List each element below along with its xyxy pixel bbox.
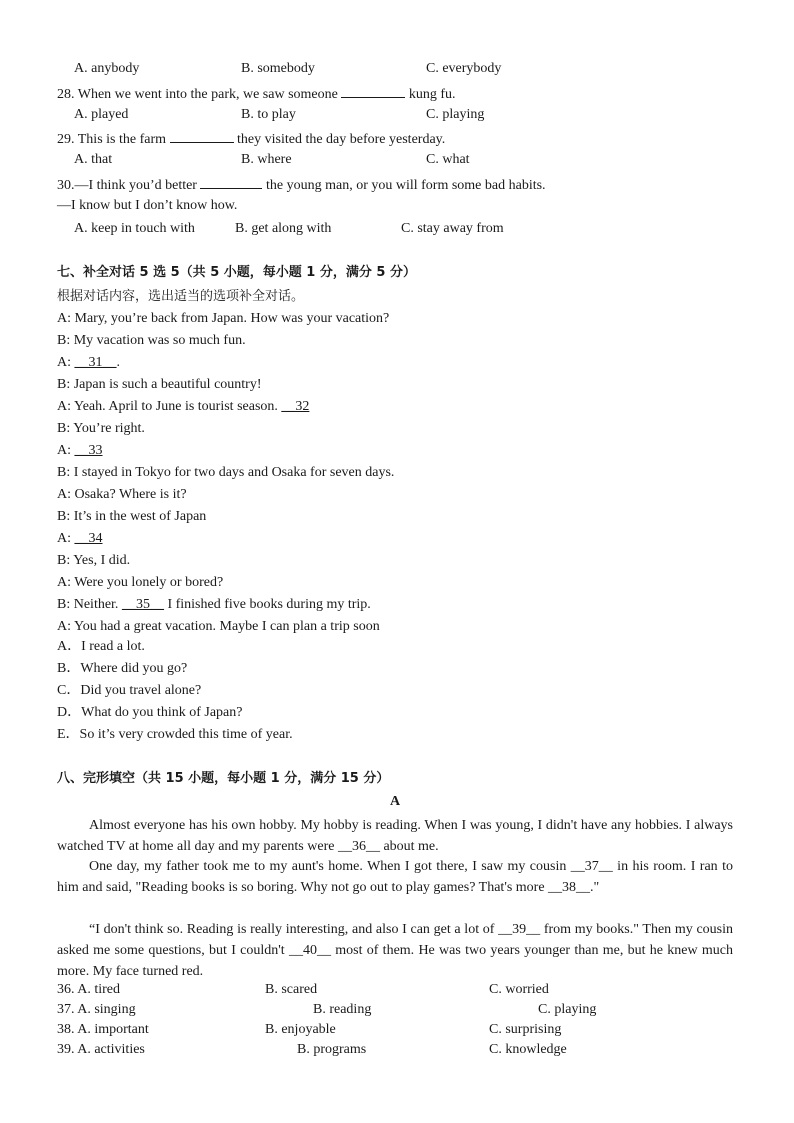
dialogue-blank: __33 (74, 443, 103, 458)
q28-blank (341, 83, 405, 98)
q28-text-pre: When we went into the park, we saw someone (77, 87, 338, 102)
q29-stem (57, 128, 445, 149)
dialogue-text: A: (57, 443, 75, 458)
dialogue-option: C．Did you travel alone? (57, 683, 202, 698)
dialogue-line (57, 618, 380, 636)
dialogue-line (57, 442, 103, 460)
dialogue-text: A: Mary, you’re back from Japan. How was your vacation? (57, 311, 390, 326)
q38-option-b: B. enjoyable (265, 1022, 336, 1037)
dialogue-line (57, 398, 309, 416)
q38-option-a: 38. A. important (57, 1022, 149, 1037)
q30-option-c: C. stay away from (401, 221, 504, 236)
q29-text-post: they visited the day before yesterday. (237, 132, 446, 147)
dialogue-line (57, 310, 389, 328)
q27-option-c: C. everybody (426, 61, 502, 76)
dialogue-text: B: Yes, I did. (57, 553, 131, 568)
dialogue-text: B: Neither. (57, 597, 122, 612)
q37-option-c: C. playing (538, 1002, 597, 1017)
q29-option-b: B. where (241, 152, 292, 167)
q37-option-a: 37. A. singing (57, 1002, 136, 1017)
section8-title: 八、完形填空（共 15 小题，每小题 1 分，满分 15 分） (57, 771, 390, 786)
dialogue-blank: __31__ (74, 355, 117, 370)
q30-number: 30. (57, 178, 75, 193)
q39-option-c: C. knowledge (489, 1042, 567, 1057)
q30-option-a: A. keep in touch with (74, 221, 195, 236)
passage-paragraph-3: “I don't think so. Reading is really interesting, and also I can get a lot of __39__ from my books." Then my cousin asked me some questions, but I couldn't __40__ most of them. He was two years younger than me, but he knew much more. My face turned red. (57, 922, 733, 979)
q28-option-a: A. played (74, 107, 129, 122)
dialogue-text: A: (57, 355, 75, 370)
dialogue-blank: __35__ (121, 597, 164, 612)
dialogue-text: B: You’re right. (57, 421, 145, 436)
dialogue-text: A: You had a great vacation. Maybe I can plan a trip soon (57, 619, 380, 634)
dialogue-line (57, 508, 206, 526)
passage-paragraph-1: Almost everyone has his own hobby. My hobby is reading. When I was young, I didn't have any hobbies. I always watched TV at home all day and my parents were __36__ about me. (57, 818, 733, 854)
q29-number: 29. (57, 132, 75, 147)
dialogue-option: A．I read a lot. (57, 639, 145, 654)
dialogue-line (57, 332, 246, 350)
q30-option-b: B. get along with (235, 221, 332, 236)
q30-response: —I know but I don’t know how. (57, 198, 238, 213)
dialogue-text: B: It’s in the west of Japan (57, 509, 207, 524)
q27-option-a: A. anybody (74, 61, 140, 76)
dialogue-text: A: Were you lonely or bored? (57, 575, 224, 590)
section7-title: 七、补全对话 5 选 5（共 5 小题，每小题 1 分，满分 5 分） (57, 265, 416, 280)
dialogue-option: D．What do you think of Japan? (57, 705, 243, 720)
dialogue-line (57, 420, 145, 438)
q39-option-b: B. programs (297, 1042, 367, 1057)
dialogue-line (57, 376, 262, 394)
q28-text-post: kung fu. (408, 87, 456, 102)
dialogue-line (57, 552, 130, 570)
dialogue-text: B: My vacation was so much fun. (57, 333, 246, 348)
q30-text-pre: —I think you’d better (74, 178, 197, 193)
dialogue-line (57, 486, 187, 504)
dialogue-line (57, 464, 394, 482)
dialogue-text-post: I finished five books during my trip. (163, 597, 371, 612)
dialogue-option: E．So it’s very crowded this time of year. (57, 727, 293, 742)
dialogue-line (57, 596, 371, 614)
q28-option-b: B. to play (241, 107, 296, 122)
q30-stem (57, 174, 546, 195)
passage-paragraph-2: One day, my father took me to my aunt's home. When I got there, I saw my cousin __37__ in his room. I ran to him and said, "Reading books is so boring. Why not go out to play games? That's more __38__." (57, 859, 733, 895)
dialogue-text: B: I stayed in Tokyo for two days and Osaka for seven days. (57, 465, 395, 480)
dialogue-blank: __32 (281, 399, 310, 414)
q37-option-b: B. reading (313, 1002, 372, 1017)
q36-option-b: B. scared (265, 982, 318, 997)
dialogue-text: B: Japan is such a beautiful country! (57, 377, 262, 392)
dialogue-line (57, 574, 223, 592)
q29-blank (170, 128, 234, 143)
q28-number: 28. (57, 87, 75, 102)
dialogue-line (57, 354, 120, 372)
dialogue-line (57, 530, 103, 548)
q28-stem (57, 83, 456, 104)
q30-text-post: the young man, or you will form some bad habits. (265, 178, 546, 193)
section7-instruction: 根据对话内容，选出适当的选项补全对话。 (57, 289, 305, 304)
q36-option-c: C. worried (489, 982, 549, 997)
dialogue-blank: __34 (74, 531, 103, 546)
q38-option-c: C. surprising (489, 1022, 562, 1037)
dialogue-text: A: Osaka? Where is it? (57, 487, 187, 502)
q29-option-c: C. what (426, 152, 470, 167)
q36-option-a: 36. A. tired (57, 982, 120, 997)
dialogue-text: A: (57, 531, 75, 546)
q29-option-a: A. that (74, 152, 113, 167)
q27-option-b: B. somebody (241, 61, 315, 76)
passage-label: A (390, 794, 401, 809)
dialogue-text: A: Yeah. April to June is tourist season. (57, 399, 282, 414)
q29-text-pre: This is the farm (77, 132, 167, 147)
q30-blank (200, 174, 262, 189)
q28-option-c: C. playing (426, 107, 485, 122)
q39-option-a: 39. A. activities (57, 1042, 145, 1057)
dialogue-text-post: . (116, 355, 120, 370)
dialogue-option: B．Where did you go? (57, 661, 188, 676)
